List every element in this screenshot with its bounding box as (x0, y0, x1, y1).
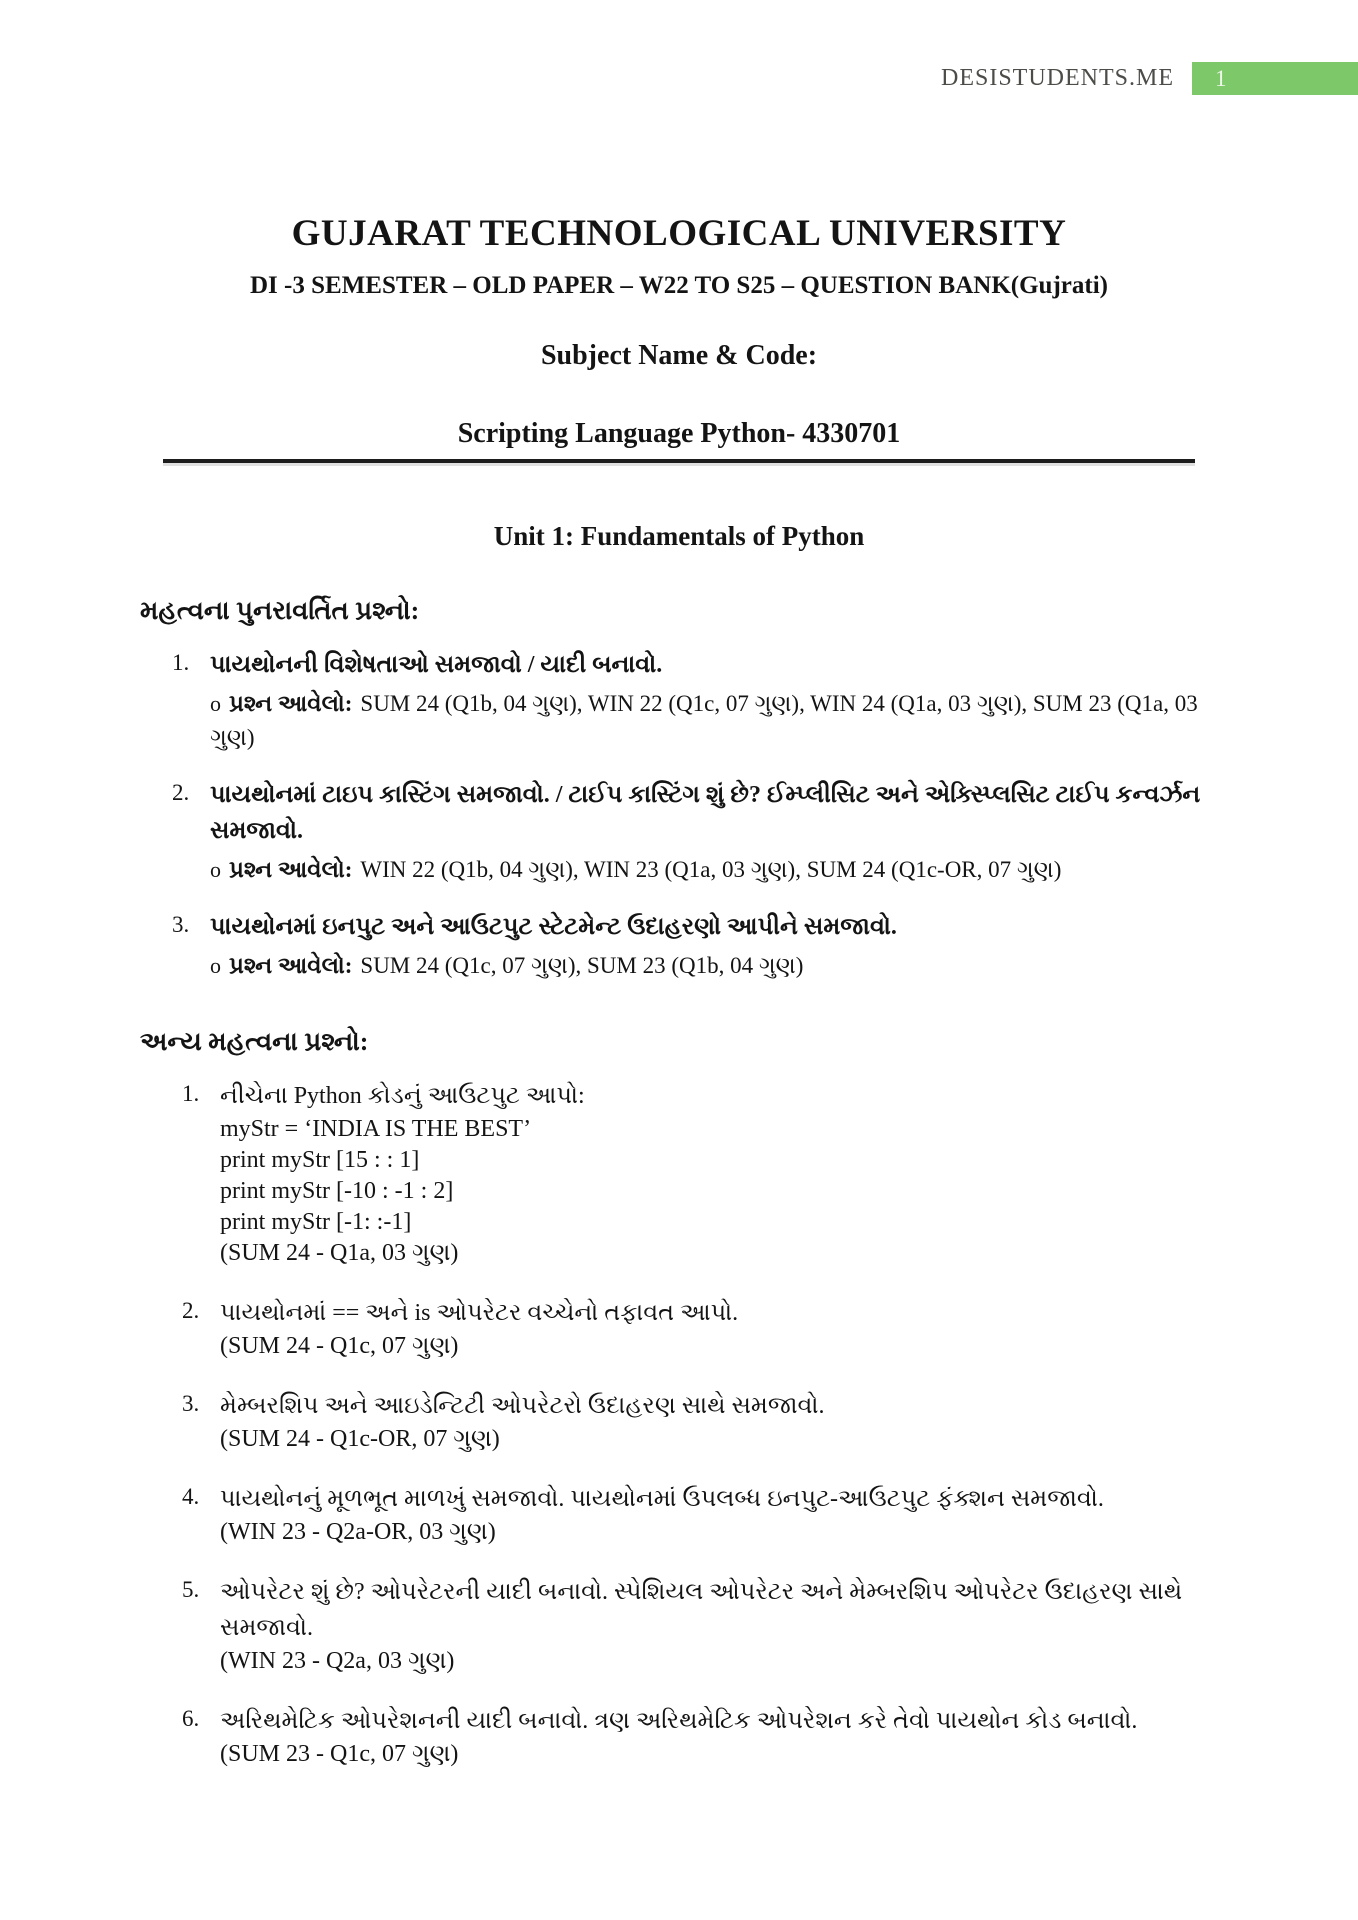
ref-text: SUM 24 (Q1b, 04 ગુણ), WIN 22 (Q1c, 07 ગુણ), WIN 24 (Q1a, 03 ગુણ), SUM 23 (Q1a, 03 ગુણ) (210, 691, 1198, 750)
sub-bullet: o (210, 953, 221, 978)
code-line: print myStr [-10 : -1 : 2] (220, 1178, 454, 1204)
item-number: 6. (182, 1706, 200, 1731)
list-item (140, 1078, 1218, 1269)
item-number: 5. (182, 1577, 200, 1602)
paper-subtitle: DI -3 SEMESTER – OLD PAPER – W22 TO S25 – QUESTION BANK(Gujrati) (250, 272, 1108, 299)
item-body (220, 1295, 1218, 1362)
item-body (220, 1481, 1218, 1548)
page-number: 1 (1215, 65, 1227, 91)
question-text: નીચેના Python કોડનું આઉટપુટ આપો: (220, 1083, 585, 1109)
site-name: DESISTUDENTS.ME (940, 65, 1174, 91)
code-line: print myStr [15 : : 1] (220, 1147, 420, 1173)
item-number: 1. (182, 1081, 200, 1106)
list-item (140, 1295, 1218, 1362)
question-text: પાયથોનનું મૂળભૂત માળખું સમજાવો. પાયથોનમાં ઉપલબ્ધ ઇનપુટ-આઉટપુટ ફંક્શન સમજાવો. (220, 1486, 1104, 1512)
ref-text: SUM 24 (Q1c, 07 ગુણ), SUM 23 (Q1b, 04 ગુણ) (360, 953, 804, 978)
ref-label: પ્રશ્ન આવેલો: (229, 857, 353, 882)
item-body (220, 1574, 1218, 1677)
list-item (140, 1574, 1218, 1677)
section1-heading: મહત્વના પુનરાવર્તિત પ્રશ્નો: (140, 596, 420, 625)
question-text: અરિથમેટિક ઓપરેશનની યાદી બનાવો. ત્રણ અરિથમેટિક ઓપરેશન કરે તેવો પાયથોન કોડ બનાવો. (220, 1708, 1138, 1734)
university-title: GUJARAT TECHNOLOGICAL UNIVERSITY (291, 213, 1067, 254)
other-questions-list (140, 1078, 1218, 1770)
ref-text: WIN 22 (Q1b, 04 ગુણ), WIN 23 (Q1a, 03 ગુણ), SUM 24 (Q1c-OR, 07 ગુણ) (360, 857, 1062, 882)
list-item (140, 909, 1218, 983)
question-refs (210, 949, 1218, 983)
question-ref: (SUM 24 - Q1c-OR, 07 ગુણ) (220, 1426, 500, 1452)
list-item (140, 1703, 1218, 1770)
sub-bullet: o (210, 857, 221, 882)
item-number: 3. (172, 912, 190, 937)
question-ref: (SUM 24 - Q1c, 07 ગુણ) (220, 1333, 459, 1359)
item-body (210, 909, 1218, 983)
important-questions-list (140, 647, 1218, 983)
page-header (941, 62, 1358, 95)
item-number: 4. (182, 1484, 200, 1509)
list-item (140, 647, 1218, 755)
question-text: ઓપરેટર શું છે? ઓપરેટરની યાદી બનાવો. સ્પેશિયલ ઓપરેટર અને મેમ્બરશિપ ઓપરેટર ઉદાહરણ સાથે સમજાવો. (220, 1579, 1183, 1641)
question-text: પાયથોનની વિશેષતાઓ સમજાવો / યાદી બનાવો. (210, 652, 663, 678)
question-text: મેમ્બરશિપ અને આઇડેન્ટિટી ઓપરેટરો ઉદાહરણ સાથે સમજાવો. (220, 1393, 825, 1419)
subject-name: Scripting Language Python- 4330701 (457, 418, 901, 449)
question-text: પાયથોનમાં == અને is ઓપરેટર વચ્ચેનો તફાવત આપો. (220, 1300, 739, 1326)
question-text: પાયથોનમાં ટાઇપ કાસ્ટિંગ સમજાવો. / ટાઈપ કાસ્ટિંગ શું છે? ઈમ્પ્લીસિટ અને એક્સ્પ્લિસિટ ટાઈપ કન્વર્ઝન સમજાવો. (210, 782, 1201, 844)
question-text: પાયથોનમાં ઇનપુટ અને આઉટપુટ સ્ટેટમેન્ટ ઉદાહરણો આપીને સમજાવો. (210, 914, 897, 940)
sub-bullet: o (210, 691, 221, 716)
question-ref: (WIN 23 - Q2a, 03 ગુણ) (220, 1648, 455, 1674)
list-item (140, 777, 1218, 887)
question-ref: (WIN 23 - Q2a-OR, 03 ગુણ) (220, 1519, 496, 1545)
item-body (220, 1388, 1218, 1455)
code-line: myStr = ‘INDIA IS THE BEST’ (220, 1116, 532, 1142)
subject-underline (163, 459, 1195, 463)
code-line: print myStr [-1: :-1] (220, 1209, 412, 1235)
ref-label: પ્રશ્ન આવેલો: (229, 953, 353, 978)
item-number: 3. (182, 1391, 200, 1416)
item-number: 1. (172, 650, 190, 675)
item-body (210, 777, 1218, 887)
item-number: 2. (172, 780, 190, 805)
question-ref: (SUM 23 - Q1c, 07 ગુણ) (220, 1741, 459, 1767)
question-refs (210, 853, 1218, 887)
list-item (140, 1481, 1218, 1548)
section2-heading: અન્ય મહત્વના પ્રશ્નો: (140, 1027, 369, 1056)
item-body (220, 1078, 1218, 1269)
list-item (140, 1388, 1218, 1455)
unit-title: Unit 1: Fundamentals of Python (493, 521, 865, 551)
item-body (220, 1703, 1218, 1770)
page-number-badge (1192, 62, 1358, 95)
question-ref: (SUM 24 - Q1a, 03 ગુણ) (220, 1240, 459, 1266)
question-refs (210, 687, 1218, 755)
item-body (210, 647, 1218, 755)
subject-label: Subject Name & Code: (540, 340, 818, 371)
ref-label: પ્રશ્ન આવેલો: (229, 691, 353, 716)
item-number: 2. (182, 1298, 200, 1323)
